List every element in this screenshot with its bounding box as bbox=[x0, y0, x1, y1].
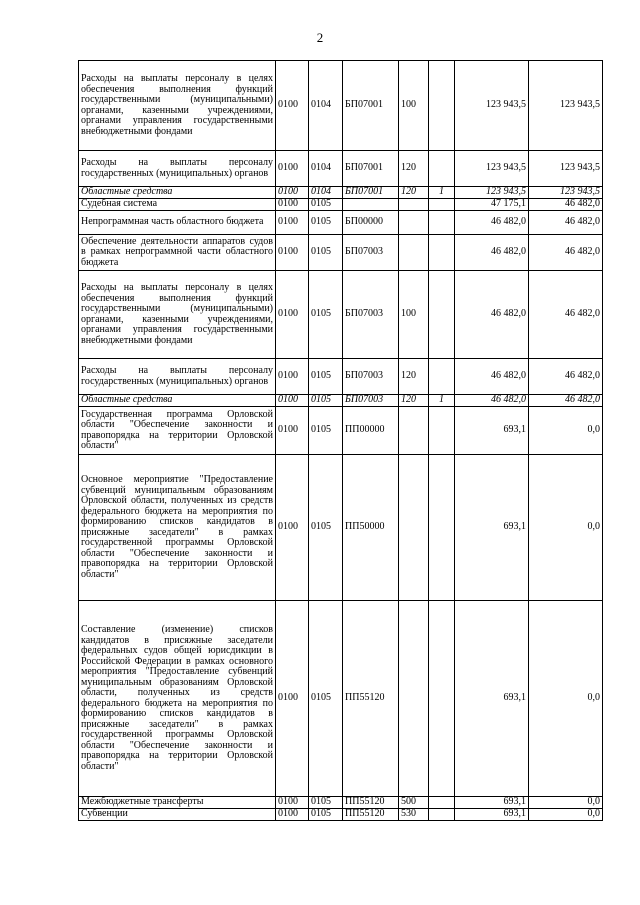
amount-year2-cell: 46 482,0 bbox=[529, 211, 603, 235]
funding-source-cell: 1 bbox=[429, 187, 455, 199]
row-name-cell: Обеспечение деятельности аппаратов судов в рамках непрограммной части областного бюджета bbox=[79, 235, 276, 271]
budget-table-body bbox=[79, 61, 603, 821]
section-code-cell: 0100 bbox=[276, 601, 309, 797]
target-article-cell: БП07001 bbox=[343, 151, 399, 187]
funding-source-cell bbox=[429, 61, 455, 151]
funding-source-cell bbox=[429, 235, 455, 271]
budget-table bbox=[78, 60, 603, 821]
table-row bbox=[79, 271, 603, 359]
section-code-cell: 0100 bbox=[276, 199, 309, 211]
target-article-cell: БП07001 bbox=[343, 187, 399, 199]
table-row bbox=[79, 211, 603, 235]
row-name-cell: Расходы на выплаты персоналу в целях обеспечения выполнения функций государственными (муниципальными) органами, казенными учреждениями, органами управления государственными внебюджетными фондами bbox=[79, 61, 276, 151]
table-row bbox=[79, 187, 603, 199]
amount-year2-cell: 0,0 bbox=[529, 797, 603, 809]
expense-type-cell: 100 bbox=[399, 271, 429, 359]
expense-type-cell: 120 bbox=[399, 395, 429, 407]
amount-year2-cell: 0,0 bbox=[529, 407, 603, 455]
expense-type-cell bbox=[399, 211, 429, 235]
amount-year1-cell: 46 482,0 bbox=[455, 211, 529, 235]
table-row bbox=[79, 151, 603, 187]
amount-year1-cell: 693,1 bbox=[455, 601, 529, 797]
amount-year1-cell: 693,1 bbox=[455, 407, 529, 455]
row-name-cell: Государственная программа Орловской области "Обеспечение законности и правопорядка на территории Орловской области" bbox=[79, 407, 276, 455]
target-article-cell: ПП55120 bbox=[343, 809, 399, 821]
amount-year1-cell: 123 943,5 bbox=[455, 151, 529, 187]
subsection-code-cell: 0105 bbox=[309, 359, 343, 395]
expense-type-cell: 100 bbox=[399, 61, 429, 151]
funding-source-cell: 1 bbox=[429, 395, 455, 407]
expense-type-cell bbox=[399, 455, 429, 601]
target-article-cell: ПП55120 bbox=[343, 601, 399, 797]
section-code-cell: 0100 bbox=[276, 271, 309, 359]
table-row bbox=[79, 61, 603, 151]
expense-type-cell: 530 bbox=[399, 809, 429, 821]
subsection-code-cell: 0105 bbox=[309, 395, 343, 407]
section-code-cell: 0100 bbox=[276, 407, 309, 455]
subsection-code-cell: 0104 bbox=[309, 61, 343, 151]
amount-year1-cell: 123 943,5 bbox=[455, 187, 529, 199]
row-name-cell: Расходы на выплаты персоналу государственных (муниципальных) органов bbox=[79, 359, 276, 395]
subsection-code-cell: 0105 bbox=[309, 235, 343, 271]
section-code-cell: 0100 bbox=[276, 359, 309, 395]
table-row bbox=[79, 359, 603, 395]
row-name-cell: Составление (изменение) списков кандидатов в присяжные заседатели федеральных судов общей юрисдикции в Российской Федерации в рамках основного мероприятия "Предоставление субвенций муниципальным образованиям Орловской области, полученных из средств федерального бюджета на мероприятия по формированию списков кандидатов в присяжные заседатели" в рамках государственной программы Орловской области "Обеспечение законности и правопорядка на территории Орловской области" bbox=[79, 601, 276, 797]
target-article-cell: БП07003 bbox=[343, 235, 399, 271]
section-code-cell: 0100 bbox=[276, 797, 309, 809]
amount-year1-cell: 47 175,1 bbox=[455, 199, 529, 211]
expense-type-cell bbox=[399, 235, 429, 271]
amount-year1-cell: 693,1 bbox=[455, 809, 529, 821]
amount-year2-cell: 46 482,0 bbox=[529, 395, 603, 407]
target-article-cell: БП07003 bbox=[343, 359, 399, 395]
amount-year1-cell: 46 482,0 bbox=[455, 235, 529, 271]
expense-type-cell: 500 bbox=[399, 797, 429, 809]
expense-type-cell: 120 bbox=[399, 359, 429, 395]
funding-source-cell bbox=[429, 601, 455, 797]
subsection-code-cell: 0104 bbox=[309, 151, 343, 187]
expense-type-cell bbox=[399, 199, 429, 211]
amount-year2-cell: 123 943,5 bbox=[529, 151, 603, 187]
table-row bbox=[79, 235, 603, 271]
target-article-cell: БП00000 bbox=[343, 211, 399, 235]
expense-type-cell bbox=[399, 407, 429, 455]
row-name-cell: Судебная система bbox=[79, 199, 276, 211]
amount-year2-cell: 0,0 bbox=[529, 601, 603, 797]
amount-year2-cell: 123 943,5 bbox=[529, 187, 603, 199]
subsection-code-cell: 0105 bbox=[309, 455, 343, 601]
target-article-cell: ПП50000 bbox=[343, 455, 399, 601]
row-name-cell: Областные средства bbox=[79, 395, 276, 407]
table-row bbox=[79, 601, 603, 797]
funding-source-cell bbox=[429, 199, 455, 211]
funding-source-cell bbox=[429, 211, 455, 235]
amount-year1-cell: 46 482,0 bbox=[455, 359, 529, 395]
amount-year2-cell: 0,0 bbox=[529, 809, 603, 821]
amount-year2-cell: 46 482,0 bbox=[529, 235, 603, 271]
amount-year2-cell: 46 482,0 bbox=[529, 199, 603, 211]
subsection-code-cell: 0105 bbox=[309, 601, 343, 797]
funding-source-cell bbox=[429, 359, 455, 395]
target-article-cell bbox=[343, 199, 399, 211]
subsection-code-cell: 0105 bbox=[309, 809, 343, 821]
section-code-cell: 0100 bbox=[276, 187, 309, 199]
table-row bbox=[79, 407, 603, 455]
row-name-cell: Расходы на выплаты персоналу государственных (муниципальных) органов bbox=[79, 151, 276, 187]
row-name-cell: Областные средства bbox=[79, 187, 276, 199]
amount-year1-cell: 46 482,0 bbox=[455, 395, 529, 407]
table-row bbox=[79, 809, 603, 821]
amount-year1-cell: 123 943,5 bbox=[455, 61, 529, 151]
target-article-cell: БП07003 bbox=[343, 271, 399, 359]
row-name-cell: Непрограммная часть областного бюджета bbox=[79, 211, 276, 235]
section-code-cell: 0100 bbox=[276, 395, 309, 407]
table-row bbox=[79, 199, 603, 211]
subsection-code-cell: 0105 bbox=[309, 199, 343, 211]
section-code-cell: 0100 bbox=[276, 455, 309, 601]
amount-year2-cell: 46 482,0 bbox=[529, 271, 603, 359]
amount-year2-cell: 0,0 bbox=[529, 455, 603, 601]
amount-year2-cell: 46 482,0 bbox=[529, 359, 603, 395]
expense-type-cell bbox=[399, 601, 429, 797]
funding-source-cell bbox=[429, 455, 455, 601]
amount-year1-cell: 46 482,0 bbox=[455, 271, 529, 359]
subsection-code-cell: 0105 bbox=[309, 407, 343, 455]
funding-source-cell bbox=[429, 151, 455, 187]
target-article-cell: ПП00000 bbox=[343, 407, 399, 455]
row-name-cell: Субвенции bbox=[79, 809, 276, 821]
target-article-cell: ПП55120 bbox=[343, 797, 399, 809]
row-name-cell: Расходы на выплаты персоналу в целях обеспечения выполнения функций государственными (муниципальными) органами, казенными учреждениями, органами управления государственными внебюджетными фондами bbox=[79, 271, 276, 359]
funding-source-cell bbox=[429, 407, 455, 455]
page-number: 2 bbox=[316, 30, 324, 45]
funding-source-cell bbox=[429, 271, 455, 359]
funding-source-cell bbox=[429, 797, 455, 809]
section-code-cell: 0100 bbox=[276, 211, 309, 235]
table-row bbox=[79, 797, 603, 809]
subsection-code-cell: 0105 bbox=[309, 797, 343, 809]
section-code-cell: 0100 bbox=[276, 235, 309, 271]
amount-year1-cell: 693,1 bbox=[455, 797, 529, 809]
section-code-cell: 0100 bbox=[276, 61, 309, 151]
target-article-cell: БП07003 bbox=[343, 395, 399, 407]
expense-type-cell: 120 bbox=[399, 151, 429, 187]
section-code-cell: 0100 bbox=[276, 151, 309, 187]
row-name-cell: Основное мероприятие "Предоставление субвенций муниципальным образованиям Орловской области, полученных из средств федерального бюджета на мероприятия по формированию списков кандидатов в присяжные заседатели" в рамках государственной программы Орловской области "Обеспечение законности и правопорядка на территории Орловской области" bbox=[79, 455, 276, 601]
funding-source-cell bbox=[429, 809, 455, 821]
table-row bbox=[79, 395, 603, 407]
subsection-code-cell: 0105 bbox=[309, 271, 343, 359]
section-code-cell: 0100 bbox=[276, 809, 309, 821]
expense-type-cell: 120 bbox=[399, 187, 429, 199]
subsection-code-cell: 0104 bbox=[309, 187, 343, 199]
row-name-cell: Межбюджетные трансферты bbox=[79, 797, 276, 809]
subsection-code-cell: 0105 bbox=[309, 211, 343, 235]
amount-year1-cell: 693,1 bbox=[455, 455, 529, 601]
amount-year2-cell: 123 943,5 bbox=[529, 61, 603, 151]
table-row bbox=[79, 455, 603, 601]
target-article-cell: БП07001 bbox=[343, 61, 399, 151]
